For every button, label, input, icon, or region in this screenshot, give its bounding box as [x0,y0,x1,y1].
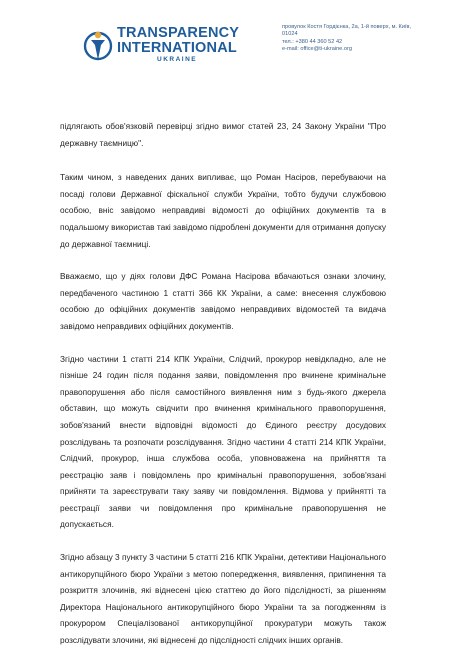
ti-logo-mark-icon [83,26,113,66]
paragraph: Вважаємо, що у діях голови ДФС Романа Насірова вбачаються ознаки злочину, передбаченого частиною 1 статті 366 КК України, а саме: внесення службовою особою до офіційних документів завідомо неправдивих відомостей та видача завідомо неправдивих офіційних документів. [60,271,386,331]
contact-block [282,24,452,54]
ti-ukraine-logo [83,26,263,76]
letter-body [60,118,386,649]
paragraph: Згідно абзацу 3 пункту 3 частини 5 статті 216 КПК України, детективи Національного антикорупційного бюро України з метою попередження, виявлення, припинення та розкриття злочинів, які віднесені цією статтею до його підслідності, за рішенням Директора Національного антикорупційного бюро України та за погодженням із прокурором Спеціалізованої антикорупційної прокуратури можуть також розслідувати злочини, які віднесені до підслідності слідчих інших органів. [60,552,386,646]
logo-line-ukraine: UKRAINE [157,56,198,63]
logo-line-international: INTERNATIONAL [117,40,237,56]
paragraph: підлягають обов'язковій перевірці згідно вимог статей 23, 24 Закону України "Про державну таємницю". [60,121,386,148]
email-line: e-mail: office@ti-ukraine.org [282,46,352,53]
address-line-1: провулок Костя Гордієнка, 2а, 1-й поверх, м. Київ, [282,24,412,30]
address-line-2: 01024 [282,31,298,38]
paragraph: Таким чином, з наведених даних випливає, що Роман Насіров, перебуваючи на посаді голови Державної фіскальної служби України, тобто будучи службовою особою, вніс завідомо неправдиві відомості до офіційних документів та в подальшому використав такі завідомо підроблені документи для отримання допуску до державної таємниці. [60,172,386,249]
paragraph: Згідно частини 1 статті 214 КПК України, Слідчий, прокурор невідкладно, але не пізніше 24 годин після подання заяви, повідомлення про вчинене кримінальне правопорушення або після самостійного виявлення ним з будь-якого джерела обставин, що можуть свідчити про вчинення кримінального правопорушення, зобов'язаний внести відповідні відомості до Єдиного реєстру досудових розслідувань та розпочати розслідування. Згідно частини 4 статті 214 КПК України, Слідчий, прокурор, інша службова особа, уповноважена на прийняття та реєстрацію заяв і повідомлень про кримінальні правопорушення, зобов'язані прийняти та зареєструвати таку заяву чи повідомлення. Відмова у прийнятті та реєстрації заяви чи повідомлення про кримінальне правопорушення не допускається. [60,353,386,530]
logo-wordmark [117,26,239,64]
phone-line: тел.: +380 44 360 52 42 [282,38,343,45]
logo-line-transparency: TRANSPARENCY [117,25,240,41]
